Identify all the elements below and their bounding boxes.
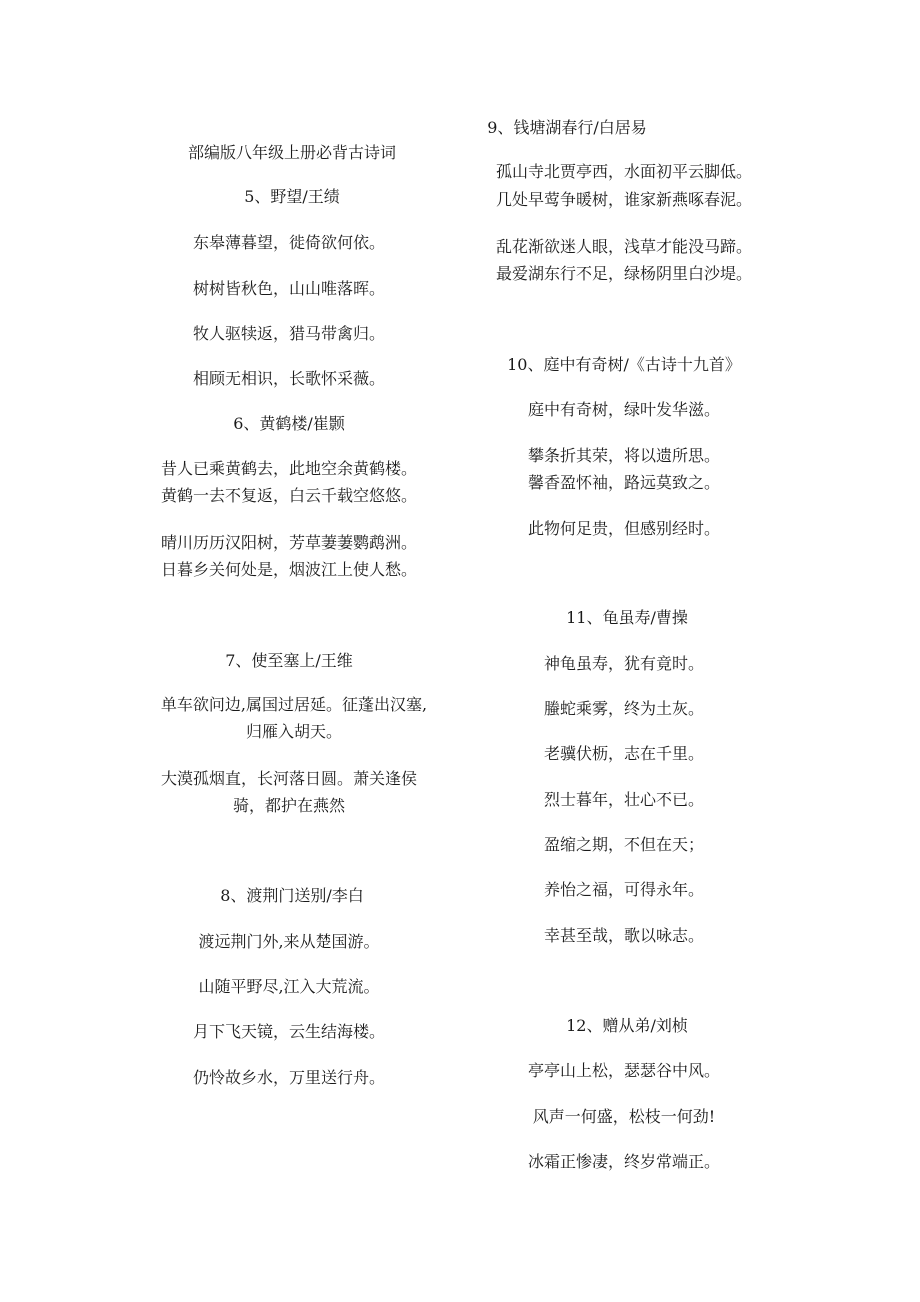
- poem-line: 渡远荆门外,来从楚国游。: [198, 932, 380, 951]
- poem-line: 老骥伏枥，志在千里。: [543, 744, 705, 763]
- poem-line: 晴川历历汉阳树，芳草萋萋鹦鹉洲。: [160, 533, 418, 552]
- poem-line: 仍怜故乡水，万里送行舟。: [192, 1068, 386, 1087]
- poem-line: 树树皆秋色，山山唯落晖。: [192, 279, 386, 298]
- poem-line: 亭亭山上松，瑟瑟谷中风。: [527, 1061, 721, 1080]
- poem-line: 牧人驱犊返，猎马带禽归。: [192, 324, 386, 343]
- poem-line: 几处早莺争暖树，谁家新燕啄春泥。: [495, 190, 753, 209]
- poem-line: 归雁入胡天。: [245, 722, 343, 741]
- poem-line: 风声一何盛，松枝一何劲!: [532, 1107, 716, 1126]
- poem-title: 6、黄鹤楼/崔颢: [233, 414, 345, 433]
- poem-line: 日暮乡关何处是，烟波江上使人愁。: [160, 560, 418, 579]
- poem-line: 养怡之福，可得永年。: [543, 880, 705, 899]
- poem-line: 黄鹤一去不复返，白云千载空悠悠。: [160, 486, 418, 505]
- poem-title: 12、赠从弟/刘桢: [566, 1016, 688, 1035]
- poem-line: 相顾无相识，长歌怀采薇。: [192, 369, 386, 388]
- poem-line: 大漠孤烟直，长河落日圆。萧关逢侯: [160, 769, 418, 788]
- poem-title: 7、使至塞上/王维: [225, 651, 353, 670]
- poem-line: 庭中有奇树，绿叶发华滋。: [527, 400, 721, 419]
- poem-line: 螣蛇乘雾，终为土灰。: [543, 699, 705, 718]
- poem-line: 此物何足贵，但感别经时。: [527, 519, 721, 538]
- poem-line: 骑，都护在燕然: [232, 796, 346, 815]
- poem-line: 昔人已乘黄鹤去，此地空余黄鹤楼。: [160, 459, 418, 478]
- poem-title: 8、渡荆门送别/李白: [220, 886, 364, 905]
- poem-line: 馨香盈怀袖，路远莫致之。: [527, 473, 721, 492]
- poem-line: 孤山寺北贾亭西，水面初平云脚低。: [495, 162, 753, 181]
- poem-line: 东皋薄暮望，徙倚欲何依。: [192, 233, 386, 252]
- poem-line: 神龟虽寿，犹有竟时。: [543, 654, 705, 673]
- poem-line: 冰霜正惨凄，终岁常端正。: [527, 1152, 721, 1171]
- poem-line: 攀条折其荣，将以遗所思。: [527, 446, 721, 465]
- poem-title: 10、庭中有奇树/《古诗十九首》: [507, 355, 741, 374]
- poem-line: 盈缩之期，不但在天；: [543, 835, 705, 854]
- poem-title: 5、野望/王绩: [244, 187, 340, 206]
- poem-line: 烈士暮年，壮心不已。: [543, 790, 705, 809]
- poem-title: 11、龟虽寿/曹操: [566, 608, 688, 627]
- poem-line: 最爱湖东行不足，绿杨阴里白沙堤。: [495, 264, 753, 283]
- poem-line: 月下飞天镜，云生结海楼。: [192, 1022, 386, 1041]
- document-title: 部编版八年级上册必背古诗词: [187, 143, 397, 162]
- poem-title: 9、钱塘湖春行/白居易: [487, 118, 647, 137]
- poem-line: 幸甚至哉，歌以咏志。: [543, 926, 705, 945]
- poem-line: 单车欲问边,属国过居延。征蓬出汉塞,: [160, 695, 428, 714]
- poem-line: 山随平野尽,江入大荒流。: [198, 977, 380, 996]
- poem-line: 乱花渐欲迷人眼，浅草才能没马蹄。: [495, 237, 753, 256]
